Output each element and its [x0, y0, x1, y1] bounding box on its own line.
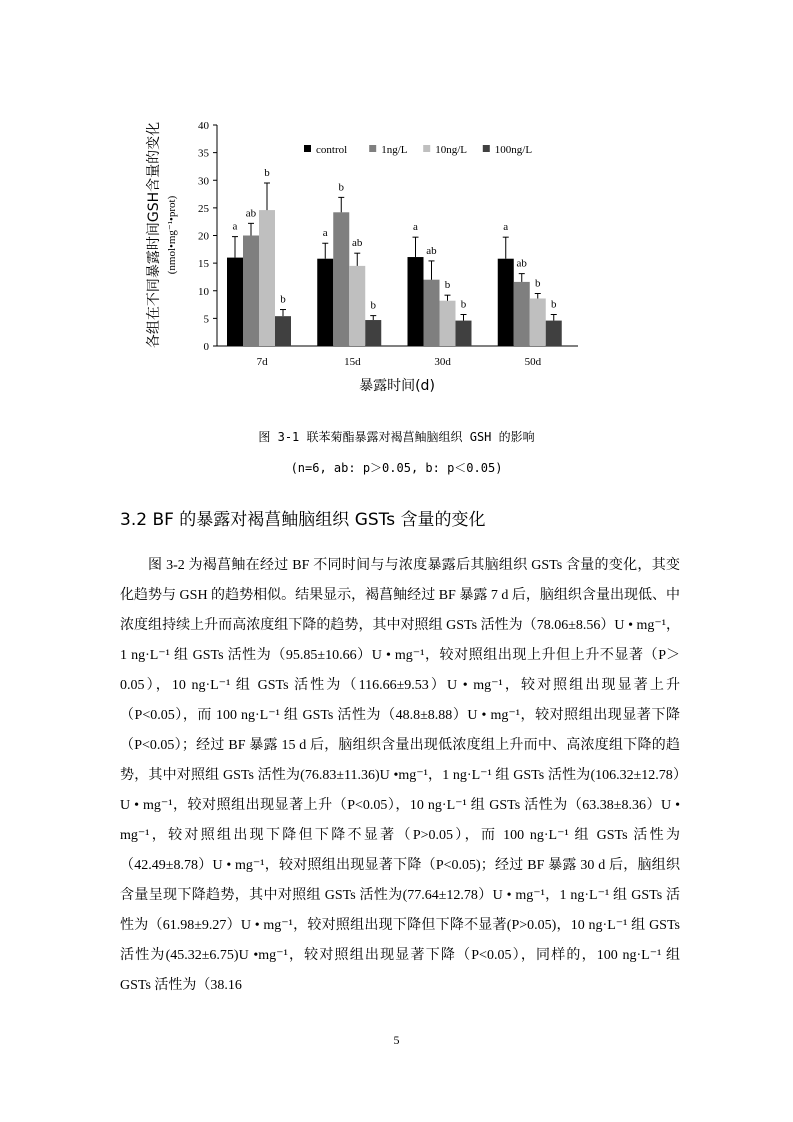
significance-label: a	[322, 227, 328, 240]
legend-swatch	[369, 145, 376, 152]
bar	[365, 320, 381, 346]
x-category-label: 50d	[524, 356, 542, 368]
significance-label: b	[535, 277, 541, 290]
significance-label: ab	[426, 244, 437, 257]
significance-label: ab	[245, 207, 257, 220]
bar-series	[227, 167, 562, 346]
bar	[259, 210, 275, 346]
significance-label: b	[280, 293, 286, 306]
bar	[456, 321, 472, 346]
y-tick-label: 0	[203, 341, 209, 353]
bar	[333, 212, 349, 346]
significance-label: a	[413, 221, 418, 234]
bar	[227, 258, 243, 346]
x-category-label: 15d	[344, 356, 361, 368]
bar	[317, 259, 333, 346]
legend-label: 1ng/L	[381, 144, 408, 156]
significance-label: b	[551, 298, 557, 311]
legend-label: control	[316, 144, 348, 156]
bar	[408, 257, 424, 346]
legend-swatch	[423, 145, 430, 152]
significance-label: b	[370, 299, 376, 312]
legend	[304, 144, 532, 156]
legend-swatch	[483, 145, 490, 152]
bar	[424, 280, 440, 346]
bar	[514, 282, 530, 346]
y-tick-label: 40	[198, 120, 209, 132]
y-tick-label: 15	[198, 258, 209, 271]
legend-label: 100ng/L	[494, 144, 533, 156]
figure-caption: 图 3-1 联苯菊酯暴露对褐菖鲉脑组织 GSH 的影响	[258, 430, 535, 444]
figure-note: (n=6, ab: p＞0.05, b: p＜0.05)	[290, 461, 503, 475]
significance-label: b	[444, 279, 451, 292]
y-tick-label: 25	[198, 202, 209, 215]
significance-label: a	[232, 220, 238, 233]
significance-label: b	[460, 298, 467, 311]
body-paragraph: 图 3-2 为褐菖鲉在经过 BF 不同时间与与浓度暴露后其脑组织 GSTs 含量的变化，其变化趋势与 GSH 的趋势相似。结果显示，褐菖鲉经过 BF 暴露 7 d 后，脑组织含量出现低、中浓度组持续上升而高浓度组下降的趋势，其中对照组 GSTs 活性为（78.06±8.56）U • mg⁻¹，1 ng·L⁻¹ 组 GSTs 活性为（95.85±10.66）U • mg⁻¹，较对照组出现上升但上升不显著（P＞0.05），10 ng·L⁻¹ 组 GSTs 活性为（116.66±9.53）U • mg⁻¹，较对照组出现显著上升（P<0.05），而 100 ng·L⁻¹ 组 GSTs 活性为（48.8±8.88）U • mg⁻¹，较对照组出现显著下降（P<0.05）；经过 BF 暴露 15 d 后，脑组织含量出现低浓度组上升而中、高浓度组下降的趋势，其中对照组 GSTs 活性为(76.83±11.36)U •mg⁻¹，1 ng·L⁻¹ 组 GSTs 活性为(106.32±12.78）U • mg⁻¹，较对照组出现显著上升（P<0.05），10 ng·L⁻¹ 组 GSTs 活性为（63.38±8.36）U • mg⁻¹，较对照组出现下降但下降不显著（P>0.05），而 100 ng·L⁻¹ 组 GSTs 活性为（42.49±8.78）U • mg⁻¹，较对照组出现显著下降（P<0.05)；经过 BF 暴露 30 d 后，脑组织含量呈现下降趋势，其中对照组 GSTs 活性为(77.64±12.78）U • mg⁻¹，1 ng·L⁻¹ 组 GSTs 活性为（61.98±9.27）U • mg⁻¹，较对照组出现下降但下降不显著(P>0.05)，10 ng·L⁻¹ 组 GSTs 活性为(45.32±6.75)U •mg⁻¹，较对照组出现显著下降（P<0.05），同样的，100 ng·L⁻¹ 组 GSTs 活性为（38.16	[120, 558, 680, 993]
bar	[243, 236, 259, 347]
bar	[440, 301, 456, 346]
y-tick-label: 10	[198, 285, 209, 298]
bar	[546, 321, 562, 346]
y-axis-unit-label: (nmol•mg⁻¹•prot)	[166, 195, 178, 275]
section-heading: 3.2 BF 的暴露对褐菖鲉脑组织 GSTs 含量的变化	[120, 510, 486, 530]
bar	[275, 316, 291, 346]
x-category-label: 30d	[434, 356, 451, 368]
x-category-labels	[257, 356, 542, 368]
significance-label: ab	[516, 257, 527, 270]
legend-label: 10ng/L	[435, 144, 467, 156]
y-tick-label: 35	[198, 147, 209, 160]
y-tick-label: 5	[203, 313, 209, 326]
y-axis-label: 各组在不同暴露时间GSH含量的变化	[146, 121, 162, 349]
significance-label: b	[338, 181, 344, 194]
x-axis-label: 暴露时间(d)	[359, 378, 435, 394]
y-tick-label: 20	[198, 230, 209, 243]
x-category-label: 7d	[256, 356, 268, 368]
body-text	[120, 551, 680, 1001]
bar	[498, 259, 514, 346]
significance-label: b	[264, 167, 270, 180]
significance-label: a	[503, 221, 509, 234]
y-tick-label: 30	[198, 175, 209, 188]
significance-label: ab	[352, 237, 363, 250]
gsh-bar-chart	[0, 0, 793, 430]
legend-swatch	[304, 145, 311, 152]
bar	[349, 266, 365, 346]
page-number: 5	[393, 1033, 400, 1047]
bar	[530, 298, 546, 346]
